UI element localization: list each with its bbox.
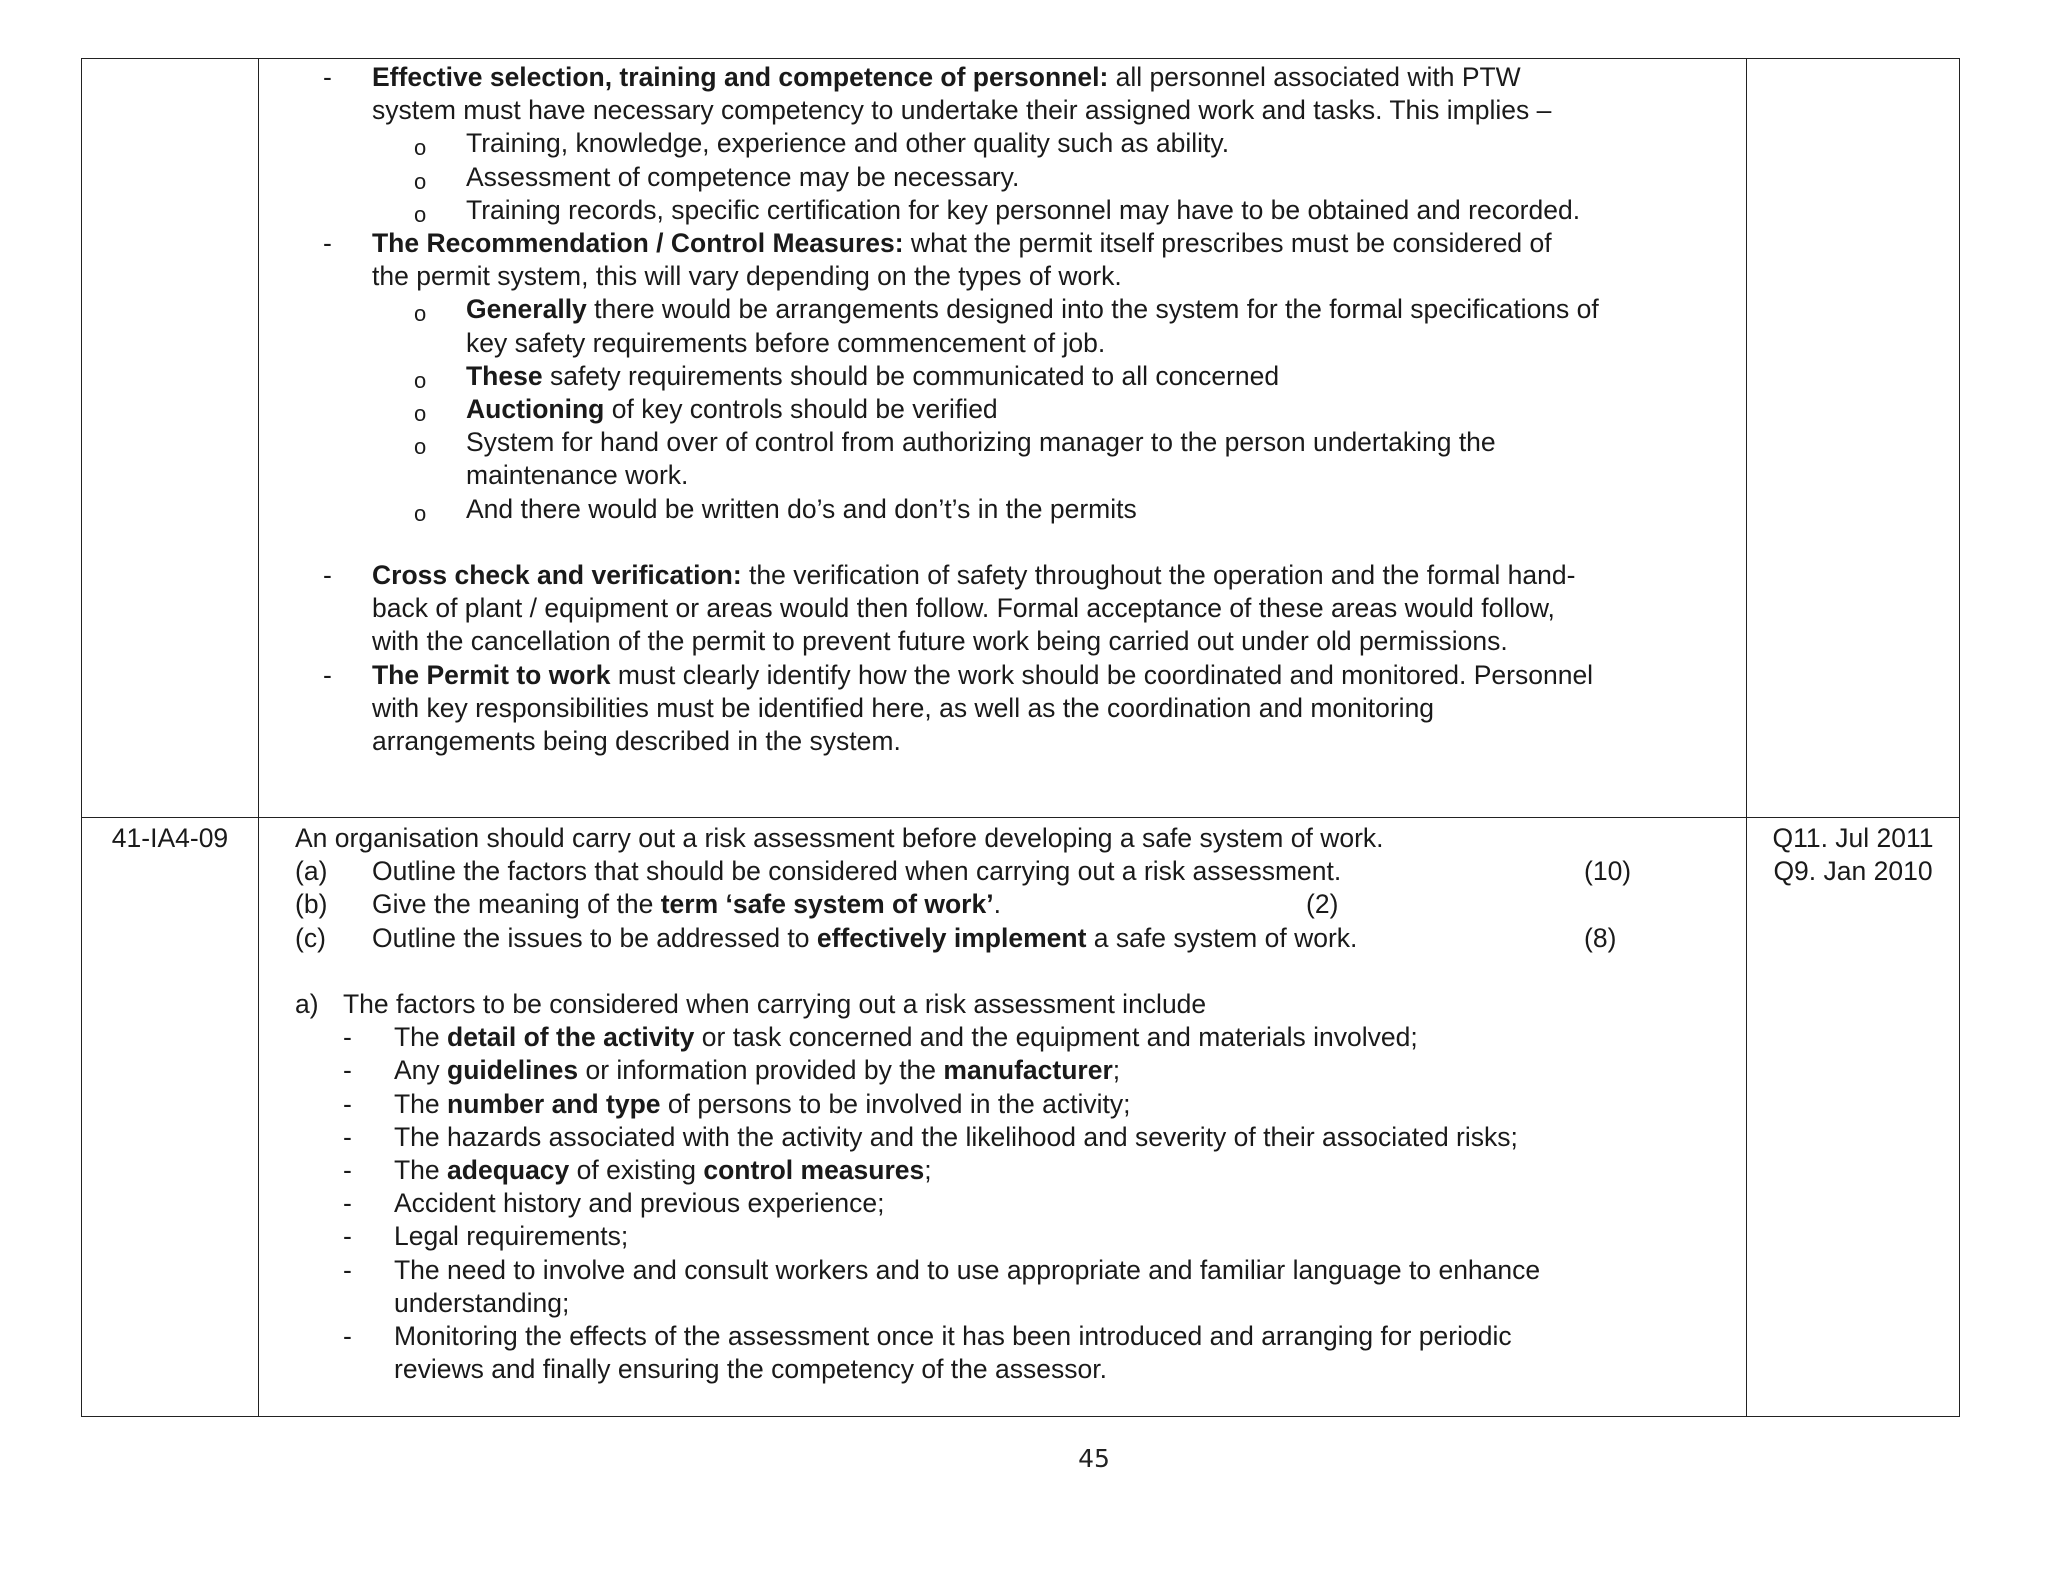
text: with key responsibilities must be identified here, as well as the coordination and monitoring <box>372 692 1435 723</box>
question-content <box>259 818 1746 1416</box>
bullet-continuation <box>259 625 1746 658</box>
text: key safety requirements before commencement of job. <box>466 327 1106 358</box>
text: arrangements being described in the system. <box>372 726 901 757</box>
text: The hazards associated with the activity and the likelihood and severity of their associated risks; <box>394 1121 1518 1152</box>
text: The <box>394 1088 448 1119</box>
qa-table <box>81 58 1960 1417</box>
circle-bullet: o <box>414 367 427 393</box>
exam-reference-2: Q9. Jan 2010 <box>1773 856 1933 887</box>
dash-marker: - <box>343 1055 352 1086</box>
question-part <box>259 855 1746 888</box>
text: The need to involve and consult workers and to use appropriate and familiar language to enhance <box>394 1254 1541 1285</box>
text: And there would be written do’s and don’t’s in the permits <box>466 493 1137 524</box>
sub-bullet-item <box>259 493 1746 526</box>
text: System for hand over of control from authorizing manager to the person undertaking the <box>466 427 1496 458</box>
sub-bullet-item <box>259 426 1746 459</box>
dash-marker: - <box>343 1188 352 1219</box>
text: Training records, specific certification for key personnel may have to be obtained and recorded. <box>466 194 1581 225</box>
reference-cell <box>1747 818 1960 1417</box>
bullet-item <box>259 559 1746 592</box>
table-row <box>82 59 1960 818</box>
text: with the cancellation of the permit to prevent future work being carried out under old permissions. <box>372 626 1508 657</box>
text: Legal requirements; <box>394 1221 629 1252</box>
bold-text: effectively implement <box>816 922 1087 953</box>
bullet-continuation <box>259 260 1746 293</box>
text: the verification of safety throughout the operation and the formal hand- <box>741 560 1576 591</box>
answer-label: a) <box>295 989 319 1019</box>
text: . <box>993 889 1001 920</box>
dash-marker: - <box>343 1022 352 1053</box>
answer-content <box>259 59 1746 817</box>
marks: (8) <box>1584 922 1617 953</box>
bold-text: guidelines <box>447 1055 579 1086</box>
dash-marker: - <box>323 228 332 259</box>
text: Monitoring the effects of the assessment once it has been introduced and arranging for periodic <box>394 1321 1512 1352</box>
text: Assessment of competence may be necessary. <box>466 161 1020 192</box>
bold-text: number and type <box>447 1088 661 1119</box>
bold-text: Cross check and verification: <box>372 560 742 591</box>
factor-item <box>259 1320 1746 1353</box>
text: understanding; <box>394 1287 570 1318</box>
factor-item <box>259 1220 1746 1253</box>
text: must clearly identify how the work should be coordinated and monitored. Personnel <box>610 659 1594 690</box>
text: The <box>394 1155 448 1186</box>
text: An organisation should carry out a risk assessment before developing a safe system of work. <box>295 823 1384 853</box>
sub-bullet-continuation <box>259 327 1746 360</box>
text: safety requirements should be communicated to all concerned <box>542 360 1280 391</box>
text: back of plant / equipment or areas would then follow. Formal acceptance of these areas would follow, <box>372 593 1555 624</box>
text: reviews and finally ensuring the competency of the assessor. <box>394 1354 1107 1385</box>
bold-text: Effective selection, training and competence of personnel: <box>372 62 1109 92</box>
circle-bullet: o <box>414 201 427 227</box>
circle-bullet: o <box>414 301 427 327</box>
circle-bullet: o <box>414 500 427 526</box>
text: what the permit itself prescribes must be considered of <box>903 228 1552 259</box>
exam-reference <box>1747 818 1959 888</box>
dash-marker: - <box>323 62 332 92</box>
text: Outline the issues to be addressed to <box>372 922 817 953</box>
reference-cell <box>1747 59 1960 818</box>
text: or task concerned and the equipment and materials involved; <box>694 1022 1418 1053</box>
bullet-continuation <box>259 725 1746 758</box>
spacer <box>259 955 1746 988</box>
text: The <box>394 1022 448 1053</box>
marks: (2) <box>1306 889 1339 920</box>
sub-bullet-item <box>259 161 1746 194</box>
text: of existing <box>569 1155 704 1186</box>
bullet-item <box>259 61 1746 94</box>
sub-bullet-continuation <box>259 459 1746 492</box>
circle-bullet: o <box>414 168 427 194</box>
bold-text: Auctioning <box>466 394 605 425</box>
dash-marker: - <box>323 659 332 690</box>
bold-text: Generally <box>466 294 587 325</box>
factor-item <box>259 1254 1746 1287</box>
answer-cell <box>259 59 1747 818</box>
text: Any <box>394 1055 448 1086</box>
bold-text: detail of the activity <box>447 1022 695 1053</box>
dash-marker: - <box>343 1155 352 1186</box>
spacer <box>259 526 1746 559</box>
bold-text: adequacy <box>447 1155 570 1186</box>
code-cell <box>82 818 259 1417</box>
answer-intro <box>259 988 1746 1021</box>
dash-marker: - <box>323 560 332 591</box>
table-row <box>82 818 1960 1417</box>
bullet-continuation <box>259 692 1746 725</box>
dash-marker: - <box>343 1088 352 1119</box>
dash-marker: - <box>343 1321 352 1352</box>
factor-item <box>259 1088 1746 1121</box>
text: maintenance work. <box>466 460 689 491</box>
dash-marker: - <box>343 1254 352 1285</box>
text: Give the meaning of the <box>372 889 661 920</box>
circle-bullet: o <box>414 434 427 460</box>
factor-continuation <box>259 1287 1746 1320</box>
question-code: 41-IA4-09 <box>111 823 229 853</box>
page-number: 45 <box>1078 1444 1110 1473</box>
bold-text: The Recommendation / Control Measures: <box>372 228 904 259</box>
sub-bullet-item <box>259 393 1746 426</box>
bold-text: These <box>466 360 543 391</box>
text: of persons to be involved in the activity; <box>660 1088 1131 1119</box>
code-cell <box>82 59 259 818</box>
bold-text: term ‘safe system of work’ <box>660 889 994 920</box>
text: ; <box>1112 1055 1121 1086</box>
factor-item <box>259 1121 1746 1154</box>
text: all personnel associated with PTW <box>1108 62 1521 92</box>
question-label: (b) <box>295 889 328 920</box>
text: or information provided by the <box>578 1055 944 1086</box>
text: ; <box>924 1155 932 1186</box>
dash-marker: - <box>343 1121 352 1152</box>
factor-item <box>259 1021 1746 1054</box>
factor-item <box>259 1054 1746 1087</box>
bullet-continuation <box>259 592 1746 625</box>
sub-bullet-item <box>259 194 1746 227</box>
text: there would be arrangements designed into the system for the formal specifications of <box>586 294 1599 325</box>
circle-bullet: o <box>414 401 427 427</box>
text: Accident history and previous experience; <box>394 1188 885 1219</box>
circle-bullet: o <box>414 135 427 161</box>
sub-bullet-item <box>259 127 1746 160</box>
text: the permit system, this will vary depending on the types of work. <box>372 261 1122 292</box>
sub-bullet-item <box>259 360 1746 393</box>
bold-text: control measures <box>703 1155 925 1186</box>
text: Outline the factors that should be considered when carrying out a risk assessment. <box>372 856 1342 887</box>
bullet-item <box>259 659 1746 692</box>
sub-bullet-item <box>259 293 1746 326</box>
text: system must have necessary competency to undertake their assigned work and tasks. This implies – <box>372 95 1552 126</box>
question-intro <box>259 822 1746 855</box>
dash-marker: - <box>343 1221 352 1252</box>
factor-continuation <box>259 1353 1746 1386</box>
factor-item <box>259 1187 1746 1220</box>
question-cell <box>259 818 1747 1417</box>
text: Training, knowledge, experience and other quality such as ability. <box>466 128 1230 159</box>
exam-reference-1: Q11. Jul 2011 <box>1772 823 1934 853</box>
bullet-item <box>259 227 1746 260</box>
text: a safe system of work. <box>1086 922 1358 953</box>
text: The factors to be considered when carrying out a risk assessment include <box>343 989 1207 1019</box>
question-part <box>259 888 1746 921</box>
text: of key controls should be verified <box>604 394 998 425</box>
bold-text: manufacturer <box>943 1055 1113 1086</box>
bullet-continuation <box>259 94 1746 127</box>
bold-text: The Permit to work <box>372 659 611 690</box>
question-label: (c) <box>295 922 326 953</box>
marks: (10) <box>1584 856 1632 887</box>
factor-item <box>259 1154 1746 1187</box>
question-label: (a) <box>295 856 328 887</box>
question-part <box>259 922 1746 955</box>
